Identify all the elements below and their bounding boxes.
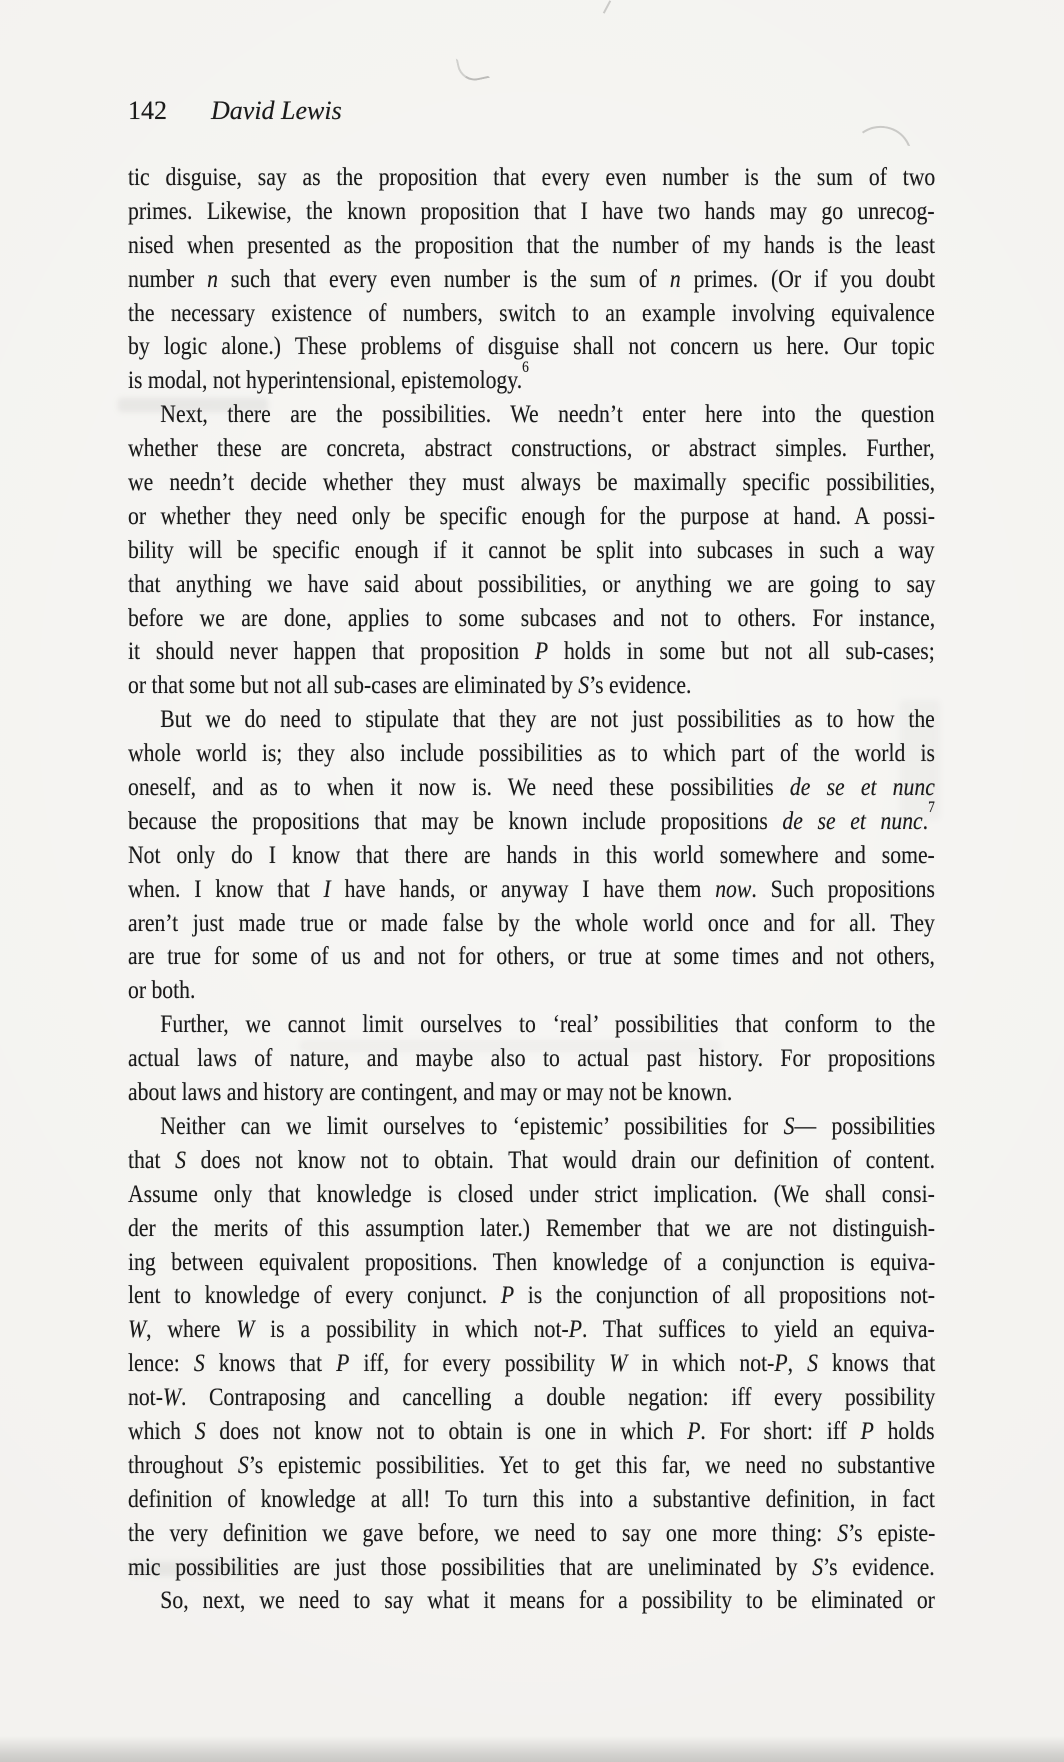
paragraph <box>128 1583 935 1617</box>
scan-artifact-hook <box>456 52 491 84</box>
text-line: it should never happen that proposition P holds in some but not all sub-cases; <box>128 636 935 666</box>
text-line: whole world is; they also include possibilities as to which part of the world is <box>128 738 935 768</box>
text-line: Next, there are the possibilities. We needn’t enter here into the question <box>128 397 935 431</box>
text-line: W, where W is a possibility in which not-P. That suffices to yield an equiva- <box>128 1314 935 1344</box>
text-line: Not only do I know that there are hands in this world somewhere and some- <box>128 839 935 869</box>
text-line: or both. <box>128 975 196 1005</box>
text-line: So, next, we need to say what it means for a possibility to be eliminated or <box>128 1583 935 1617</box>
text-line: are true for some of us and not for others, or true at some times and not others, <box>128 941 935 971</box>
text-line: before we are done, applies to some subcases and not to others. For instance, <box>128 602 936 632</box>
page-header <box>128 96 342 126</box>
paragraph-indent <box>128 1607 160 1608</box>
paragraph-indent <box>128 1031 160 1032</box>
paragraph-indent <box>128 1133 160 1134</box>
paragraph <box>128 160 935 397</box>
text-line: about laws and history are contingent, and may or may not be known. <box>128 1077 733 1107</box>
text-line: lence: S knows that P iff, for every possibility W in which not-P, S knows that <box>128 1348 936 1378</box>
paragraph-indent <box>128 726 160 727</box>
scan-artifact-slash <box>603 0 611 13</box>
text-line: that anything we have said about possibilities, or anything we are going to say <box>128 568 936 598</box>
paragraph <box>128 397 935 702</box>
text-line: oneself, and as to when it now is. We need these possibilities de se et nunc <box>128 772 935 802</box>
text-line: nised when presented as the proposition that the number of my hands is the least <box>128 229 936 259</box>
scan-artifact-page-curl <box>850 122 916 160</box>
text-line: the very definition we gave before, we need to say one more thing: S’s episte- <box>128 1517 936 1547</box>
text-line: aren’t just made true or made false by the whole world once and for all. They <box>128 907 935 937</box>
text-line: number n such that every even number is the sum of n primes. (Or if you doubt <box>128 263 936 293</box>
text-line: we needn’t decide whether they must always be maximally specific possibilities, <box>128 467 936 497</box>
text-line: But we do need to stipulate that they are not just possibilities as to how the <box>128 702 935 736</box>
text-line: mic possibilities are just those possibilities that are uneliminated by S’s evidence. <box>128 1551 935 1581</box>
text-line: throughout S’s epistemic possibilities. Yet to get this far, we need no substantive <box>128 1449 936 1479</box>
text-line: or whether they need only be specific enough for the purpose at hand. A possi- <box>128 500 935 530</box>
text-line: that S does not know not to obtain. That would drain our definition of content. <box>128 1144 935 1174</box>
text-line: the necessary existence of numbers, switch to an example involving equivalence <box>128 297 935 327</box>
running-head: David Lewis <box>211 96 342 125</box>
text-line: Further, we cannot limit ourselves to ‘real’ possibilities that conform to the <box>128 1007 935 1041</box>
page-bottom-edge <box>0 1736 1064 1762</box>
text-line: or that some but not all sub-cases are eliminated by S’s evidence. <box>128 670 692 700</box>
paragraph-indent <box>128 421 160 422</box>
text-line: lent to knowledge of every conjunct. P is the conjunction of all propositions not- <box>128 1280 935 1310</box>
text-line: which S does not know not to obtain is one in which P. For short: iff P holds <box>128 1415 935 1445</box>
text-line: definition of knowledge at all! To turn this into a substantive definition, in fact <box>128 1483 935 1513</box>
text-line: whether these are concreta, abstract constructions, or abstract simples. Further, <box>128 433 935 463</box>
text-line: Neither can we limit ourselves to ‘epistemic’ possibilities for S— possibilities <box>128 1109 935 1143</box>
text-line: der the merits of this assumption later.) Remember that we are not distinguish- <box>128 1212 935 1242</box>
text-line: because the propositions that may be known include propositions de se et nunc.$^7$ <box>128 799 935 835</box>
text-line: not-W. Contraposing and cancelling a double negation: iff every possibility <box>128 1382 936 1412</box>
text-line: ing between equivalent propositions. Then knowledge of a conjunction is equiva- <box>128 1246 936 1276</box>
text-line: bility will be specific enough if it cannot be split into subcases in such a way <box>128 534 935 564</box>
paragraph <box>128 702 935 1007</box>
text-block <box>128 160 935 1617</box>
text-line: Assume only that knowledge is closed under strict implication. (We shall consi- <box>128 1178 935 1208</box>
text-line: actual laws of nature, and maybe also to actual past history. For propositions <box>128 1043 936 1073</box>
text-line: when. I know that I have hands, or anyway I have them now. Such propositions <box>128 873 935 903</box>
text-line: by logic alone.) These problems of disguise shall not concern us here. Our topic <box>128 331 935 361</box>
text-line: is modal, not hyperintensional, epistemology.$^6$ <box>128 358 529 395</box>
paragraph <box>128 1109 935 1583</box>
page-number: 142 <box>128 96 167 125</box>
paragraph <box>128 1007 935 1109</box>
text-line: tic disguise, say as the proposition that every even number is the sum of two <box>128 162 936 191</box>
text-line: primes. Likewise, the known proposition that I have two hands may go unrecog- <box>128 195 935 225</box>
